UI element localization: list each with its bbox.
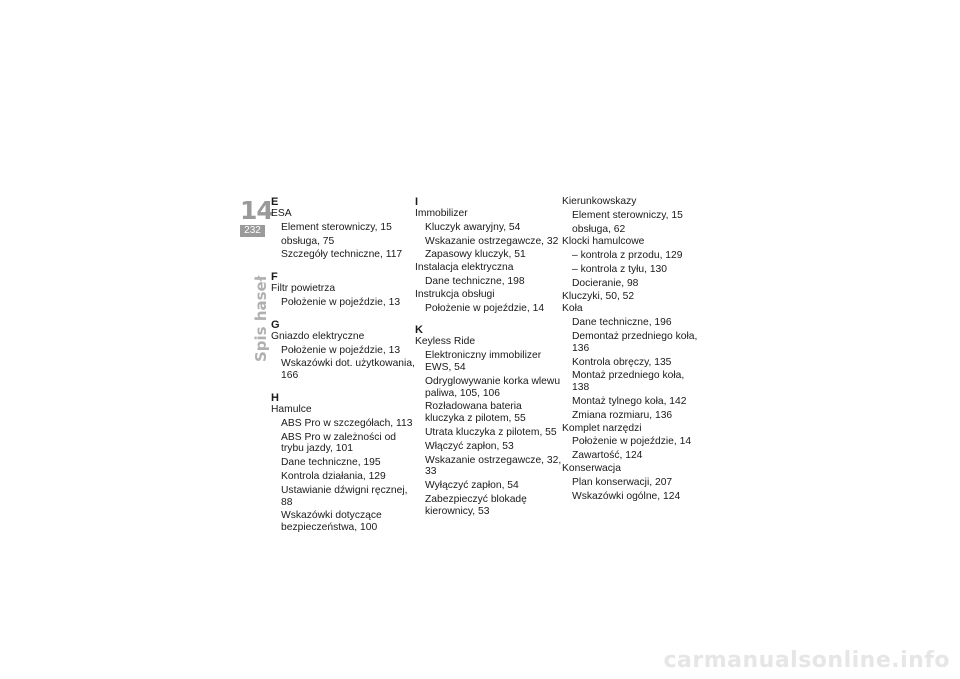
index-subentry: Element sterowniczy, 15 [281,221,392,233]
index-entry-heading: Instrukcja obsługi [415,288,495,300]
index-subentry: Utrata kluczyka z pilotem, 55 [425,426,557,438]
index-column-2 [415,196,563,519]
index-entry [562,236,702,289]
index-letter-heading: I [415,196,419,208]
page-number: 232 [240,225,265,237]
index-entry [562,463,702,502]
index-subentry: Demontaż przedniego koła, 136 [572,330,698,354]
index-entry-heading: Keyless Ride [415,336,476,348]
index-subentry: Ustawianie dźwigni ręcznej, 88 [281,484,408,508]
index-letter-heading: K [415,324,423,337]
index-subentry: Wyłączyć zapłon, 54 [425,480,519,492]
index-column-3 [562,196,702,503]
index-subentry: Zmiana rozmiaru, 136 [572,409,673,421]
index-subentry: Wskazówki dotyczące bezpieczeństwa, 100 [281,510,382,534]
index-entry [271,331,419,382]
index-entry-heading: Instalacja elektryczna [415,262,514,274]
index-subentry: Montaż przedniego koła, 138 [572,370,685,394]
index-subentry: Element sterowniczy, 15 [572,209,683,221]
index-entry-heading: Gniazdo elektryczne [271,330,365,342]
index-subentry: ABS Pro w szczegółach, 113 [281,417,413,429]
index-letter-heading: F [271,271,278,284]
index-entry-heading: Kierunkowskazy [562,196,637,207]
index-subentry: Dane techniczne, 198 [425,275,525,287]
index-subentry: Położenie w pojeździe, 14 [572,436,692,448]
index-subentry: Odryglowywanie korka wlewu paliwa, 105, 106 [425,375,561,399]
index-letter-heading: G [271,318,280,331]
index-entry-heading: Koła [562,303,583,315]
index-entry-heading: Konserwacja [562,462,621,474]
index-subentry: Zawartość, 124 [572,450,643,462]
index-entry-heading: Komplet narzędzi [562,422,642,434]
index-entry [562,423,702,462]
index-subentry: Docieranie, 98 [572,277,639,289]
index-entry [271,404,419,534]
index-entry-heading: Klocki hamulcowe [562,236,645,248]
index-subentry: ABS Pro w zależności od trybu jazdy, 101 [281,431,397,455]
index-entry-heading: Immobilizer [415,208,468,219]
index-letter-heading: E [271,196,279,208]
index-entry-heading: Filtr powietrza [271,283,336,295]
index-subentry: Montaż tylnego koła, 142 [572,395,687,407]
index-entry [562,303,702,421]
index-subentry: Położenie w pojeździe, 13 [281,296,401,308]
index-subentry: Szczegóły techniczne, 117 [281,249,403,261]
index-entry [415,262,563,288]
index-subentry: Plan konserwacji, 207 [572,476,673,488]
index-entry [562,196,702,235]
index-entry [271,283,419,309]
index-letter-heading: H [271,391,279,404]
index-subentry: Położenie w pojeździe, 14 [425,302,545,314]
index-entry-heading: Hamulce [271,403,312,415]
index-subentry: Zapasowy kluczyk, 51 [425,249,526,261]
index-entry [415,336,563,517]
index-entry [562,291,702,303]
watermark-text: carmanualsonline.info [663,648,950,673]
index-entry [415,289,563,315]
index-entry [415,208,563,261]
index-subentry: Rozładowana bateria kluczyka z pilotem, 55 [425,401,526,425]
index-subentry: Wskazanie ostrzegawcze, 32 [425,235,559,247]
index-subentry: Kontrola obręczy, 135 [572,356,672,368]
index-subentry: obsługa, 62 [572,223,626,235]
index-entry [271,208,419,261]
index-subentry: Kluczyk awaryjny, 54 [425,221,521,233]
chapter-number: 14 [240,196,273,225]
index-subentry: Włączyć zapłon, 53 [425,440,514,452]
index-subentry: Elektroniczny immobilizer EWS, 54 [425,350,542,373]
chapter-tab [240,196,273,237]
index-subentry: Zabezpieczyć blokadę kierownicy, 53 [425,493,527,517]
index-subentry: Wskazówki ogólne, 124 [572,490,681,502]
index-subentry: Kontrola działania, 129 [281,470,386,482]
index-subentry: Wskazówki dot. użytkowania, 166 [281,358,415,382]
index-entry-heading: Kluczyki, 50, 52 [562,290,635,302]
index-subentry: – kontrola z przodu, 129 [572,250,683,262]
index-entry-heading: ESA [271,208,292,219]
index-subentry: Dane techniczne, 195 [281,457,381,469]
index-subentry: Położenie w pojeździe, 13 [281,344,401,356]
index-subentry: Dane techniczne, 196 [572,317,672,329]
index-subentry: obsługa, 75 [281,235,335,247]
index-subentry: Wskazanie ostrzegawcze, 32, 33 [425,454,562,478]
section-side-title: Spis haseł [252,275,270,362]
index-column-1 [271,196,419,535]
index-subentry: – kontrola z tyłu, 130 [572,263,668,275]
